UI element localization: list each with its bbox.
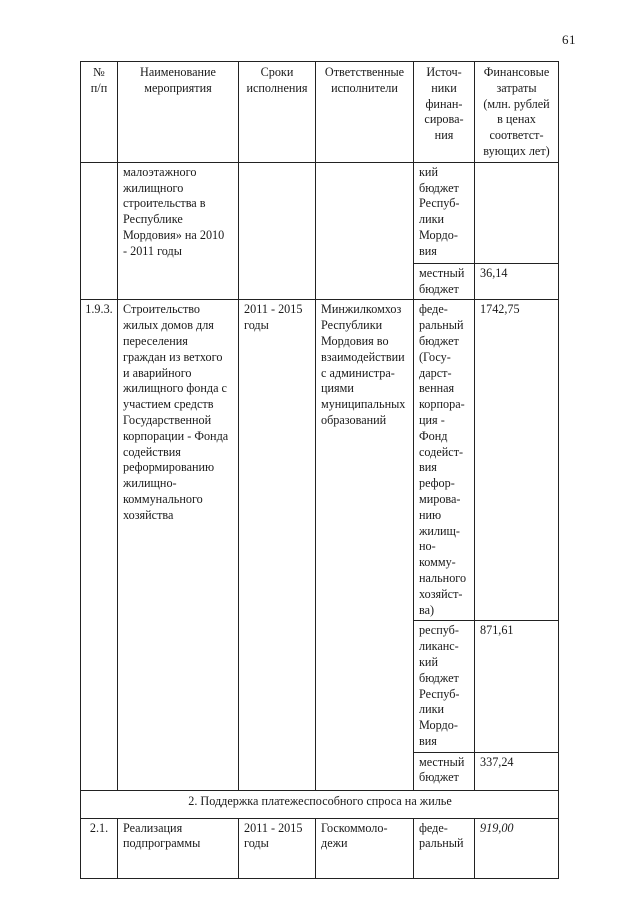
cell-cost-empty bbox=[475, 162, 559, 263]
cell-period: 2011 - 2015 годы bbox=[239, 818, 316, 878]
cell-cost: 919,00 bbox=[475, 818, 559, 878]
section-title: 2. Поддержка платежеспособного спроса на жилье bbox=[81, 790, 559, 818]
cell-funding-source: местный бюджет bbox=[414, 263, 475, 300]
cell-funding-source: феде- ральный bbox=[414, 818, 475, 878]
header-responsible: Ответственные исполнители bbox=[316, 62, 414, 163]
cell-funding-source: респуб- ликанс- кий бюджет Респуб- лики Мордо- вия bbox=[414, 621, 475, 752]
cell-responsible: Госкоммоло- дежи bbox=[316, 818, 414, 878]
cell-cost: 36,14 bbox=[475, 263, 559, 300]
cell-funding-source: кий бюджет Респуб- лики Мордо- вия bbox=[414, 162, 475, 263]
table-row bbox=[81, 300, 559, 621]
cell-responsible: Минжилкомхоз Республики Мордовия во взаимодействии с администра- циями муниципальных образований bbox=[316, 300, 414, 790]
table-row bbox=[81, 818, 559, 878]
cell-number: 2.1. bbox=[81, 818, 118, 878]
header-financial-cost: Финансовые затраты (млн. рублей в ценах соответст- вующих лет) bbox=[475, 62, 559, 163]
cell-number: 1.9.3. bbox=[81, 300, 118, 790]
cell-number-empty bbox=[81, 162, 118, 300]
cell-period-empty bbox=[239, 162, 316, 300]
cell-funding-source: местный бюджет bbox=[414, 752, 475, 790]
header-number: № п/п bbox=[81, 62, 118, 163]
table-header-row bbox=[81, 62, 559, 163]
cell-measure-name: малоэтажного жилищного строительства в Республике Мордовия» на 2010 - 2011 годы bbox=[118, 162, 239, 300]
section-header-row bbox=[81, 790, 559, 818]
header-measure-name: Наименование мероприятия bbox=[118, 62, 239, 163]
page-number: 61 bbox=[562, 32, 576, 47]
cell-responsible-empty bbox=[316, 162, 414, 300]
table-row bbox=[81, 162, 559, 263]
header-funding-source: Источ- ники финан- сирова- ния bbox=[414, 62, 475, 163]
header-period: Сроки исполнения bbox=[239, 62, 316, 163]
cell-measure-name: Строительство жилых домов для переселения граждан из ветхого и аварийного жилищного фонда с участием средств Государственной корпорации - Фонда содействия реформированию жилищно- коммунального хозяйства bbox=[118, 300, 239, 790]
cell-cost: 1742,75 bbox=[475, 300, 559, 621]
cell-cost: 337,24 bbox=[475, 752, 559, 790]
cell-period: 2011 - 2015 годы bbox=[239, 300, 316, 790]
cell-cost: 871,61 bbox=[475, 621, 559, 752]
cell-funding-source: феде- ральный бюджет (Госу- дарст- венная корпора- ция - Фонд содейст- вия рефор- мирова- нию жилищ- но- комму- нального хозяйст- ва) bbox=[414, 300, 475, 621]
cell-measure-name: Реализация подпрограммы bbox=[118, 818, 239, 878]
measures-table bbox=[80, 61, 559, 879]
